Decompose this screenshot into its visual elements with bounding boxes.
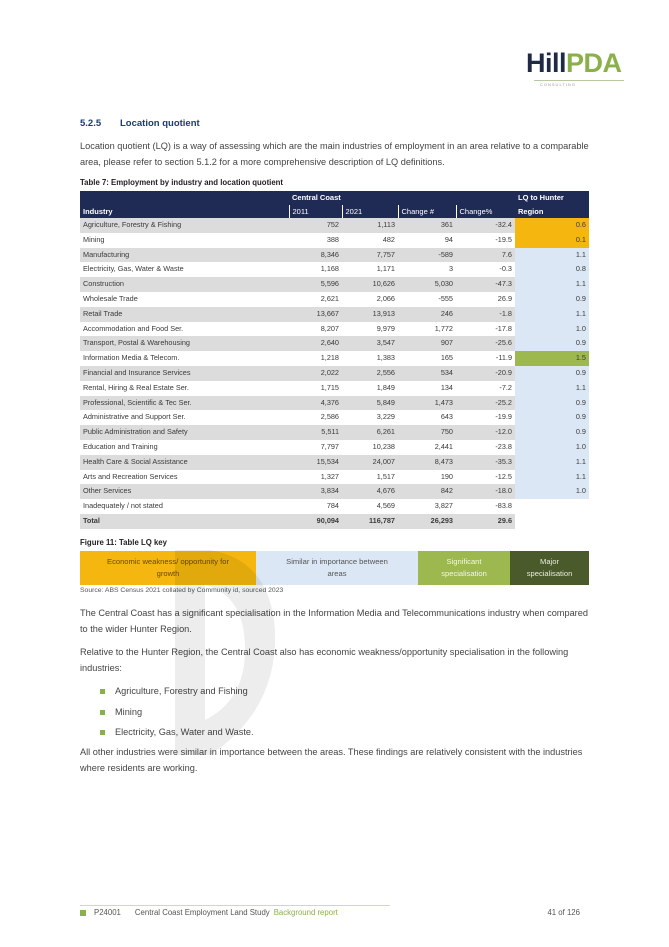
section-heading (80, 118, 200, 129)
value-2021-cell: 10,626 (342, 277, 398, 292)
industry-cell: Professional, Scientific & Tec Ser. (80, 396, 289, 411)
table-row (80, 292, 589, 307)
change-num-cell: 190 (398, 470, 456, 485)
value-2011-cell: 752 (289, 218, 342, 233)
value-2021-cell: 13,913 (342, 307, 398, 322)
change-num-cell: -589 (398, 248, 456, 263)
industry-cell: Education and Training (80, 440, 289, 455)
table-row (80, 233, 589, 248)
logo-tagline: CONSULTING (540, 82, 576, 87)
table-row (80, 218, 589, 233)
change-num-cell: 3 (398, 262, 456, 277)
bullet-square-icon (100, 689, 105, 694)
change-pct-cell: -7.2 (456, 381, 515, 396)
industry-cell: Manufacturing (80, 248, 289, 263)
employment-lq-table (80, 191, 589, 529)
change-pct-cell: -18.0 (456, 484, 515, 499)
value-2011-cell: 388 (289, 233, 342, 248)
intro-paragraph: Location quotient (LQ) is a way of assessing which are the main industries of employment in an area relative to a comparable area, please refer to section 5.1.2 for a more comprehensive description of LQ definitions. (80, 141, 589, 167)
change-pct-cell: -20.9 (456, 366, 515, 381)
table-row (80, 381, 589, 396)
lq-value-cell: 0.9 (515, 292, 589, 307)
key-weakness-line1: Economic weakness/ opportunity for (107, 557, 229, 566)
value-2021-cell: 1,849 (342, 381, 398, 396)
value-2021-cell: 3,547 (342, 336, 398, 351)
key-weakness-line2: growth (156, 569, 180, 578)
lq-value-cell: 1.0 (515, 322, 589, 337)
list-item (100, 704, 254, 725)
company-logo (526, 50, 626, 92)
industry-cell: Inadequately / not stated (80, 499, 289, 514)
key-weakness (80, 551, 256, 585)
paragraph-weakness: Relative to the Hunter Region, the Central Coast also has economic weakness/opportunity specialisation in the following industries: (80, 647, 569, 673)
industry-cell: Mining (80, 233, 289, 248)
industry-cell: Wholesale Trade (80, 292, 289, 307)
table-caption: Table 7: Employment by industry and location quotient (80, 178, 284, 187)
key-similar-line1: Similar in importance between (286, 557, 388, 566)
change-pct-cell: -19.9 (456, 410, 515, 425)
total-2011-cell: 90,094 (289, 514, 342, 529)
value-2021-cell: 7,757 (342, 248, 398, 263)
footer-divider (80, 905, 390, 906)
header-2021: 2021 (342, 205, 398, 219)
value-2011-cell: 2,640 (289, 336, 342, 351)
key-significant-line2: specialisation (441, 569, 487, 578)
footer-report: Background report (273, 908, 338, 917)
paragraph-specialisation: The Central Coast has a significant specialisation in the Information Media and Telecommunications industry when compared to the wider Hunter Region. (80, 608, 588, 634)
change-pct-cell: -83.8 (456, 499, 515, 514)
change-pct-cell: -47.3 (456, 277, 515, 292)
header-lq-line1: LQ to Hunter (515, 191, 589, 205)
change-num-cell: 1,772 (398, 322, 456, 337)
lq-value-cell: 1.5 (515, 351, 589, 366)
key-significant (418, 551, 510, 585)
lq-value-cell: 1.1 (515, 381, 589, 396)
value-2011-cell: 784 (289, 499, 342, 514)
value-2011-cell: 7,797 (289, 440, 342, 455)
bullet-text: Electricity, Gas, Water and Waste. (115, 727, 254, 737)
value-2011-cell: 5,596 (289, 277, 342, 292)
total-row (80, 514, 589, 529)
change-num-cell: 1,473 (398, 396, 456, 411)
change-pct-cell: -35.3 (456, 455, 515, 470)
logo-brand-a: Hill (526, 48, 567, 78)
change-pct-cell: -19.5 (456, 233, 515, 248)
lq-value-cell: 1.1 (515, 307, 589, 322)
value-2011-cell: 15,534 (289, 455, 342, 470)
industry-cell: Arts and Recreation Services (80, 470, 289, 485)
total-2021-cell: 116,787 (342, 514, 398, 529)
value-2021-cell: 1,171 (342, 262, 398, 277)
table-row (80, 499, 589, 514)
change-pct-cell: -25.2 (456, 396, 515, 411)
total-change-cell: 26,293 (398, 514, 456, 529)
change-pct-cell: 7.6 (456, 248, 515, 263)
section-title: Location quotient (120, 118, 200, 129)
value-2021-cell: 9,979 (342, 322, 398, 337)
value-2021-cell: 2,066 (342, 292, 398, 307)
header-blank (80, 191, 289, 205)
industry-cell: Health Care & Social Assistance (80, 455, 289, 470)
value-2011-cell: 2,022 (289, 366, 342, 381)
lq-value-cell: 0.6 (515, 218, 589, 233)
table-row (80, 484, 589, 499)
change-pct-cell: -25.6 (456, 336, 515, 351)
industry-cell: Public Administration and Safety (80, 425, 289, 440)
value-2011-cell: 2,586 (289, 410, 342, 425)
bullet-text: Agriculture, Forestry and Fishing (115, 686, 248, 696)
value-2021-cell: 6,261 (342, 425, 398, 440)
lq-value-cell: 0.8 (515, 262, 589, 277)
value-2021-cell: 1,383 (342, 351, 398, 366)
lq-value-cell (515, 499, 589, 514)
change-num-cell: 3,827 (398, 499, 456, 514)
lq-value-cell: 1.1 (515, 277, 589, 292)
lq-value-cell: 1.0 (515, 440, 589, 455)
page-footer (80, 908, 580, 924)
table-row (80, 351, 589, 366)
logo-divider (534, 80, 624, 81)
value-2021-cell: 5,849 (342, 396, 398, 411)
change-num-cell: 94 (398, 233, 456, 248)
table-row (80, 455, 589, 470)
footer-square-icon (80, 910, 86, 916)
change-num-cell: 534 (398, 366, 456, 381)
total-lq-cell (515, 514, 589, 529)
table-row (80, 262, 589, 277)
section-number: 5.2.5 (80, 118, 102, 129)
table-row (80, 277, 589, 292)
change-pct-cell: -17.8 (456, 322, 515, 337)
change-pct-cell: -1.8 (456, 307, 515, 322)
footer-code: P24001 (94, 908, 121, 917)
change-pct-cell: -11.9 (456, 351, 515, 366)
total-pct-cell: 29.6 (456, 514, 515, 529)
logo-brand-b: PDA (566, 48, 622, 78)
value-2011-cell: 8,207 (289, 322, 342, 337)
industry-cell: Transport, Postal & Warehousing (80, 336, 289, 351)
table-header-row-2 (80, 205, 589, 219)
change-pct-cell: 26.9 (456, 292, 515, 307)
value-2011-cell: 1,327 (289, 470, 342, 485)
header-industry: Industry (80, 205, 289, 219)
industry-cell: Electricity, Gas, Water & Waste (80, 262, 289, 277)
total-label-cell: Total (80, 514, 289, 529)
value-2021-cell: 4,676 (342, 484, 398, 499)
list-item (100, 724, 254, 745)
change-num-cell: -555 (398, 292, 456, 307)
page-number: 41 of 126 (547, 908, 580, 917)
change-num-cell: 8,473 (398, 455, 456, 470)
value-2011-cell: 3,834 (289, 484, 342, 499)
table-row (80, 366, 589, 381)
lq-value-cell: 1.1 (515, 455, 589, 470)
value-2021-cell: 4,569 (342, 499, 398, 514)
table-row (80, 425, 589, 440)
table-row (80, 396, 589, 411)
key-significant-line1: Significant (446, 557, 482, 566)
value-2011-cell: 5,511 (289, 425, 342, 440)
source-note: Source: ABS Census 2021 collated by Community id, sourced 2023 (80, 587, 284, 594)
industry-cell: Agriculture, Forestry & Fishing (80, 218, 289, 233)
industry-cell: Administrative and Support Ser. (80, 410, 289, 425)
table-row (80, 440, 589, 455)
change-num-cell: 907 (398, 336, 456, 351)
table-header-row-1 (80, 191, 589, 205)
key-major-line1: Major (540, 557, 559, 566)
key-similar-line2: areas (327, 569, 347, 578)
lq-value-cell: 0.1 (515, 233, 589, 248)
lq-value-cell: 1.1 (515, 248, 589, 263)
industry-bullet-list (100, 683, 254, 745)
table-row (80, 470, 589, 485)
value-2011-cell: 2,621 (289, 292, 342, 307)
value-2021-cell: 1,113 (342, 218, 398, 233)
key-major (510, 551, 589, 585)
change-num-cell: 165 (398, 351, 456, 366)
change-num-cell: 134 (398, 381, 456, 396)
table-row (80, 410, 589, 425)
lq-value-cell: 0.9 (515, 336, 589, 351)
value-2011-cell: 1,218 (289, 351, 342, 366)
bullet-square-icon (100, 710, 105, 715)
table-row (80, 322, 589, 337)
change-pct-cell: -23.8 (456, 440, 515, 455)
lq-value-cell: 0.9 (515, 396, 589, 411)
industry-cell: Financial and Insurance Services (80, 366, 289, 381)
change-num-cell: 750 (398, 425, 456, 440)
change-num-cell: 361 (398, 218, 456, 233)
change-num-cell: 2,441 (398, 440, 456, 455)
industry-cell: Accommodation and Food Ser. (80, 322, 289, 337)
industry-cell: Construction (80, 277, 289, 292)
bullet-square-icon (100, 730, 105, 735)
figure-caption: Figure 11: Table LQ key (80, 538, 167, 547)
value-2021-cell: 1,517 (342, 470, 398, 485)
header-change-pct: Change% (456, 205, 515, 219)
value-2021-cell: 3,229 (342, 410, 398, 425)
change-pct-cell: -12.5 (456, 470, 515, 485)
change-num-cell: 842 (398, 484, 456, 499)
value-2021-cell: 24,007 (342, 455, 398, 470)
header-2011: 2011 (289, 205, 342, 219)
lq-key-legend (80, 551, 589, 585)
change-num-cell: 5,030 (398, 277, 456, 292)
change-num-cell: 643 (398, 410, 456, 425)
value-2011-cell: 1,715 (289, 381, 342, 396)
header-central-coast: Central Coast (289, 191, 515, 205)
footer-title: Central Coast Employment Land Study (134, 908, 270, 917)
lq-value-cell: 0.9 (515, 366, 589, 381)
list-item (100, 683, 254, 704)
value-2021-cell: 10,238 (342, 440, 398, 455)
change-pct-cell: -12.0 (456, 425, 515, 440)
industry-cell: Retail Trade (80, 307, 289, 322)
value-2011-cell: 1,168 (289, 262, 342, 277)
industry-cell: Information Media & Telecom. (80, 351, 289, 366)
lq-value-cell: 1.1 (515, 470, 589, 485)
value-2011-cell: 8,346 (289, 248, 342, 263)
value-2021-cell: 482 (342, 233, 398, 248)
change-num-cell: 246 (398, 307, 456, 322)
lq-value-cell: 0.9 (515, 425, 589, 440)
header-lq-line2: Region (515, 205, 589, 219)
table-row (80, 248, 589, 263)
lq-value-cell: 1.0 (515, 484, 589, 499)
paragraph-summary: All other industries were similar in importance between the areas. These findings are relatively consistent with the industries where residents are working. (80, 747, 583, 773)
value-2021-cell: 2,556 (342, 366, 398, 381)
change-pct-cell: -0.3 (456, 262, 515, 277)
lq-value-cell: 0.9 (515, 410, 589, 425)
key-similar (256, 551, 418, 585)
key-major-line2: specialisation (526, 569, 573, 578)
change-pct-cell: -32.4 (456, 218, 515, 233)
industry-cell: Other Services (80, 484, 289, 499)
table-row (80, 336, 589, 351)
header-change-num: Change # (398, 205, 456, 219)
value-2011-cell: 13,667 (289, 307, 342, 322)
value-2011-cell: 4,376 (289, 396, 342, 411)
bullet-text: Mining (115, 706, 143, 717)
industry-cell: Rental, Hiring & Real Estate Ser. (80, 381, 289, 396)
table-row (80, 307, 589, 322)
